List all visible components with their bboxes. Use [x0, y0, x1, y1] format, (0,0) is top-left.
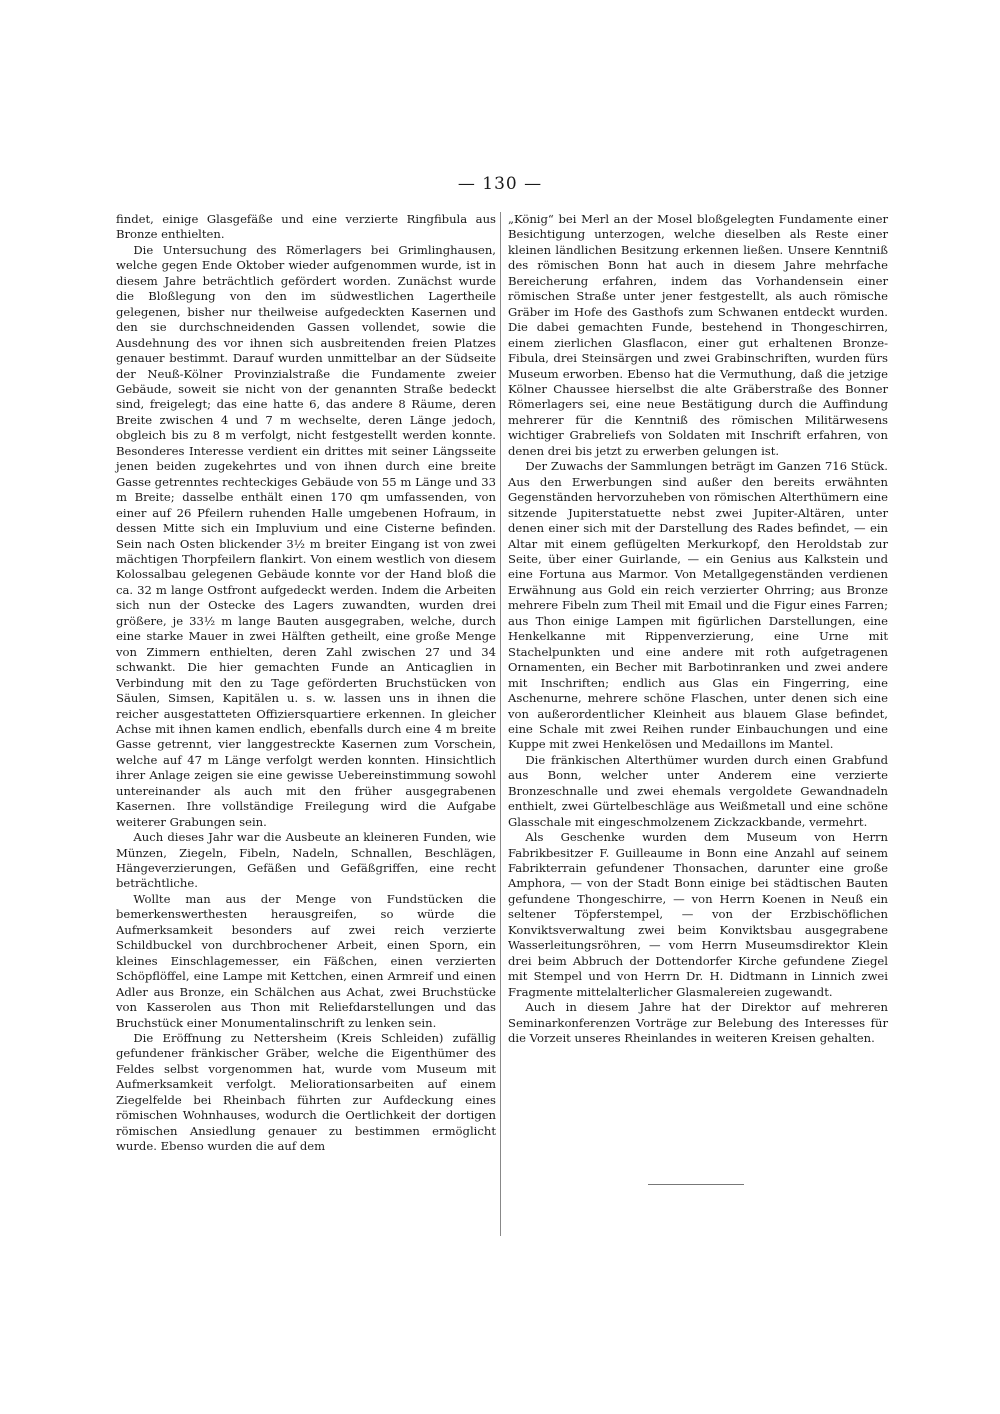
paragraph: Die Eröffnung zu Nettersheim (Kreis Schleiden) zufällig gefundener fränkischer Gräber, welche die Eigenthümer des Feldes selbst vorgenommen hat, wurde vom Museum mit Aufmerksamkeit verfolgt. Meliorationsarbeiten auf einem Ziegelfelde bei Rheinbach führten zur Aufdeckung eines römischen Wohnhauses, wodurch die Oertlichkeit der dortigen römischen Ansiedlung genauer zu bestimmen ermöglicht wurde. Ebenso wurden die auf dem	[116, 1031, 496, 1154]
paragraph: Die fränkischen Alterthümer wurden durch einen Grabfund aus Bonn, welcher unter Anderem eine verzierte Bronzeschnalle und zwei ehemals vergoldete Gewandnadeln enthielt, zwei Gürtelbeschläge aus Weißmetall und eine schöne Glasschale mit eingeschmolzenem Zickzackbande, vermehrt.	[508, 752, 888, 829]
paragraph: „König“ bei Merl an der Mosel bloßgelegten Fundamente einer Besichtigung unterzogen, welche dieselben als Reste einer kleinen ländlichen Besitzung erkennen ließen. Unsere Kenntniß des römischen Bonn hat auch in diesem Jahre mehrfache Bereicherung erfahren, indem das Vorhandensein einer römischen Straße unter jener festgestellt, als auch römische Gräber im Hofe des Gasthofs zum Schwanen entdeckt wurden. Die dabei gemachten Funde, bestehend in Thongeschirren, einem zierlichen Glasflacon, einer gut erhaltenen Bronze-Fibula, drei Steinsärgen und zwei Grabinschriften, wurden fürs Museum erworben. Ebenso hat die Vermuthung, daß die jetzige Kölner Chaussee hierselbst die alte Gräberstraße des Bonner Römerlagers sei, eine neue Bestätigung durch die Auffindung mehrerer für die Kenntniß des römischen Militärwesens wichtiger Grabreliefs von Soldaten mit Inschrift erfahren, von denen drei bis jetzt zu erwerben gelungen ist.	[508, 212, 888, 458]
paragraph: Als Geschenke wurden dem Museum von Herrn Fabrikbesitzer F. Guilleaume in Bonn eine Anzahl auf seinem Fabrikterrain gefundener Thonsachen, darunter eine große Amphora, — von der Stadt Bonn einige bei städtischen Bauten gefundene Thongeschirre, — von Herrn Koenen in Neuß ein seltener Töpferstempel, — von der Erzbischöflichen Konviktsverwaltung zwei beim Konviktsbau ausgegrabene Wasserleitungsröhren, — vom Herrn Museumsdirektor Klein drei beim Abbruch der Dottendorfer Kirche gefundene Ziegel mit Stempel und von Herrn Dr. H. Didtmann in Linnich zwei Fragmente mittelalterlicher Glasmalereien zugewandt.	[508, 830, 888, 999]
paragraph: Der Zuwachs der Sammlungen beträgt im Ganzen 716 Stück. Aus den Erwerbungen sind außer den bereits erwähnten Gegenständen hervorzuheben von römischen Alterthümern eine sitzende Jupiterstatuette nebst zwei Jupiter-Altären, unter denen einer sich mit der Darstellung des Rades befindet, — ein Altar mit einem geflügelten Merkurkopf, den Heroldstab zur Seite, über einer Guirlande, — ein Genius aus Kalkstein und eine Fortuna aus Marmor. Von Metallgegenständen verdienen Erwähnung aus Gold ein reich verzierter Ohrring; aus Bronze mehrere Fibeln zum Theil mit Email und die Figur eines Farren; aus Thon einige Lampen mit figürlichen Darstellungen, eine Henkelkanne mit Rippenverzierung, eine Urne mit Stachelpunkten und eine andere mit roth aufgetragenen Ornamenten, ein Becher mit Barbotinranken und zwei andere mit Inschriften; endlich aus Glas ein Fingerring, eine Aschenurne, mehrere schöne Flaschen, unter denen sich eine von außerordentlicher Kleinheit aus blauem Glase befindet, eine Schale mit zwei Reihen runder Einbauchungen und eine Kuppe mit zwei Henkelösen und Medaillons im Mantel.	[508, 459, 888, 752]
paragraph: findet, einige Glasgefäße und eine verzierte Ringfibula aus Bronze enthielten.	[116, 212, 496, 242]
left-column	[116, 212, 496, 1155]
paragraph: Auch in diesem Jahre hat der Direktor auf mehreren Seminarkonferenzen Vorträge zur Belebung des Interesses für die Vorzeit unseres Rheinlandes in weiteren Kreisen gehalten.	[508, 1000, 888, 1046]
right-column	[508, 212, 888, 1046]
paragraph: Die Untersuchung des Römerlagers bei Grimlinghausen, welche gegen Ende Oktober wieder aufgenommen wurde, ist in diesem Jahre beträchtlich gefördert worden. Zunächst wurde die Bloßlegung von den im südwestlichen Lagertheile gelegenen, bisher nur theilweise aufgedeckten Kasernen und den sie durchschneidenden Gassen vollendet, sowie die Ausdehnung des vor ihnen sich ausbreitenden freien Platzes genauer bestimmt. Darauf wurden unmittelbar an der Südseite der Neuß-Kölner Provinzialstraße die Fundamente zweier Gebäude, soweit sie nicht von der genannten Straße bedeckt sind, freigelegt; das eine hatte 6, das andere 8 Räume, deren Breite zwischen 4 und 7 m wechselte, deren Länge jedoch, obgleich bis zu 8 m verfolgt, nicht festgestellt werden konnte. Besonderes Interesse verdient ein drittes mit seiner Längsseite jenen beiden zugekehrtes und von ihnen durch eine breite Gasse getrenntes rechteckiges Gebäude von 55 m Länge und 33 m Breite; dasselbe enthält einen 170 qm umfassenden, von einer auf 26 Pfeilern ruhenden Halle umgebenen Hofraum, in dessen Mitte sich ein Impluvium und eine Cisterne befinden. Sein nach Osten blickender 3½ m breiter Eingang ist von zwei mächtigen Thorpfeilern flankirt. Von einem westlich von diesem Kolossalbau gelegenen Gebäude konnte vor der Hand bloß die ca. 32 m lange Ostfront aufgedeckt werden. Indem die Arbeiten sich nun der Ostecke des Lagers zuwandten, wurden drei größere, je 33½ m lange Bauten ausgegraben, welche, durch eine starke Mauer in zwei Hälften getheilt, eine große Menge von Zimmern enthielten, deren Zahl zwischen 27 und 34 schwankt. Die hier gemachten Funde an Anticaglien in Verbindung mit den zu Tage geförderten Bruchstücken von Säulen, Simsen, Kapitälen u. s. w. lassen uns in ihnen die reicher ausgestatteten Offiziersquartiere erkennen. In gleicher Achse mit ihnen kamen endlich, ebenfalls durch eine 4 m breite Gasse getrennt, vier langgestreckte Kasernen zum Vorschein, welche auf 47 m Länge verfolgt werden konnten. Hinsichtlich ihrer Anlage zeigen sie eine gewisse Uebereinstimmung sowohl untereinander als auch mit den früher ausgegrabenen Kasernen. Ihre vollständige Freilegung wird die Aufgabe weiterer Grabungen sein.	[116, 242, 496, 829]
paragraph: Wollte man aus der Menge von Fundstücken die bemerkenswerthesten herausgreifen, so würde die Aufmerksamkeit besonders auf zwei reich verzierte Schildbuckel von durchbrochener Arbeit, einen Sporn, ein kleines Einschlagemesser, ein Fäßchen, einen verzierten Schöpflöffel, eine Lampe mit Kettchen, einen Armreif und einen Adler aus Bronze, ein Schälchen aus Achat, zwei Bruchstücke von Kasserolen aus Thon mit Reliefdarstellungen und das Bruchstück einer Monumentalinschrift zu lenken sein.	[116, 891, 496, 1030]
page-number: — 130 —	[457, 174, 543, 194]
column-divider	[500, 212, 501, 1236]
paragraph: Auch dieses Jahr war die Ausbeute an kleineren Funden, wie Münzen, Ziegeln, Fibeln, Nadeln, Schnallen, Beschlägen, Hängeverzierungen, Gefäßen und Gefäßgriffen, eine recht beträchtliche.	[116, 830, 496, 891]
end-rule	[648, 1184, 744, 1185]
